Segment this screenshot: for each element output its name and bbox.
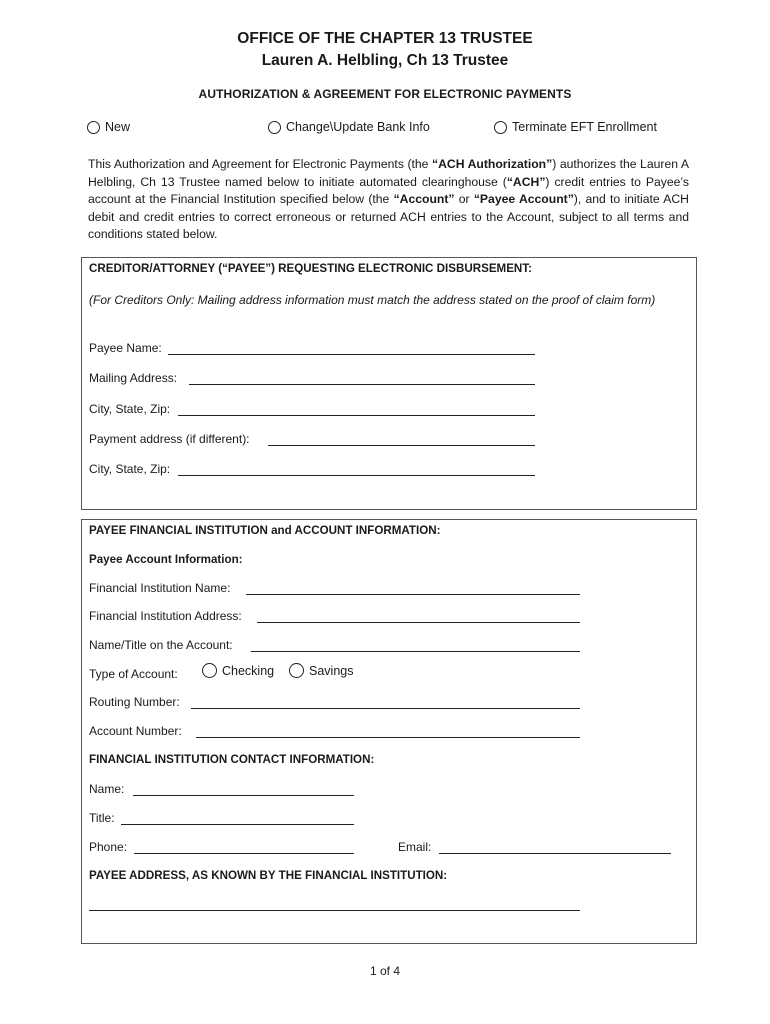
contact-phone-label: Phone: (89, 840, 128, 854)
checking-label: Checking (222, 663, 275, 678)
account-number-field[interactable] (196, 737, 580, 738)
city-state-zip-field[interactable] (178, 415, 535, 416)
option-change-label: Change\Update Bank Info (286, 120, 430, 134)
account-number-label: Account Number: (89, 724, 182, 738)
change-radio[interactable] (268, 121, 281, 134)
page-number: 1 of 4 (369, 964, 401, 978)
option-terminate-label: Terminate EFT Enrollment (512, 120, 657, 134)
payment-address-field[interactable] (268, 445, 535, 446)
intro-text-2: ) authorizes the Lauren A Helbling, Ch 13 Trustee named below to initiate automated clearinghouse ( (88, 157, 690, 189)
checking-option[interactable] (202, 663, 274, 678)
intro-paragraph (88, 156, 689, 244)
intro-bold-account: “Account” (393, 192, 455, 207)
savings-option[interactable] (289, 663, 353, 678)
name-title-field[interactable] (251, 651, 580, 652)
routing-label: Routing Number: (89, 695, 180, 709)
option-terminate[interactable] (494, 120, 657, 134)
creditor-heading: CREDITOR/ATTORNEY (“PAYEE”) REQUESTING ELECTRONIC DISBURSEMENT: (89, 262, 532, 275)
terminate-radio[interactable] (494, 121, 507, 134)
fi-name-field[interactable] (246, 594, 580, 595)
creditor-note: (For Creditors Only: Mailing address information must match the address stated on the proof of claim form) (89, 293, 656, 307)
contact-email-label: Email: (398, 840, 432, 854)
intro-text-5: ), and to initiate ACH debit and credit entries to correct erroneous or returned ACH entries to the Account, subject to all terms and conditions stated below. (88, 192, 689, 242)
mailing-address-label: Mailing Address: (89, 371, 178, 385)
payee-name-field[interactable] (168, 354, 535, 355)
option-new[interactable] (87, 120, 130, 134)
payee-name-label: Payee Name: (89, 341, 162, 355)
city-state-zip-2-label: City, State, Zip: (89, 462, 171, 476)
contact-email-field[interactable] (439, 853, 671, 854)
fi-name-label: Financial Institution Name: (89, 581, 231, 595)
name-title-label: Name/Title on the Account: (89, 638, 233, 652)
contact-title-field[interactable] (121, 824, 354, 825)
option-change[interactable] (268, 120, 430, 134)
contact-name-field[interactable] (133, 795, 354, 796)
intro-bold-ach: “ACH” (506, 174, 546, 189)
contact-heading: FINANCIAL INSTITUTION CONTACT INFORMATION: (89, 753, 375, 766)
payee-address-field[interactable] (89, 910, 580, 911)
payment-address-label: Payment address (if different): (89, 432, 250, 446)
fi-address-label: Financial Institution Address: (89, 609, 242, 623)
intro-bold-ach-authorization: “ACH Authorization” (432, 157, 553, 171)
intro-text-1: This Authorization and Agreement for Electronic Payments (the (88, 157, 432, 171)
option-new-label: New (105, 120, 131, 134)
financial-heading: PAYEE FINANCIAL INSTITUTION and ACCOUNT INFORMATION: (89, 524, 441, 537)
mailing-address-field[interactable] (189, 384, 535, 385)
intro-text-4: or (454, 192, 474, 207)
intro-bold-payee-account: “Payee Account” (473, 192, 574, 207)
payee-account-subheading: Payee Account Information: (89, 553, 243, 566)
contact-title-label: Title: (89, 811, 115, 825)
contact-phone-field[interactable] (134, 853, 354, 854)
city-state-zip-2-field[interactable] (178, 475, 535, 476)
savings-radio[interactable] (289, 663, 304, 678)
form-title: AUTHORIZATION & AGREEMENT FOR ELECTRONIC PAYMENTS (198, 87, 572, 101)
new-radio[interactable] (87, 121, 100, 134)
checking-radio[interactable] (202, 663, 217, 678)
intro-text-3: ) credit entries to Payee’s account at the Financial Institution specified below (the (88, 174, 689, 207)
fi-address-field[interactable] (257, 622, 580, 623)
account-type-label: Type of Account: (89, 667, 178, 681)
office-title: OFFICE OF THE CHAPTER 13 TRUSTEE (237, 30, 533, 47)
city-state-zip-label: City, State, Zip: (89, 402, 171, 416)
routing-field[interactable] (191, 708, 580, 709)
trustee-name: Lauren A. Helbling, Ch 13 Trustee (261, 52, 509, 69)
contact-name-label: Name: (89, 782, 125, 796)
savings-label: Savings (309, 663, 354, 678)
payee-address-heading: PAYEE ADDRESS, AS KNOWN BY THE FINANCIAL INSTITUTION: (89, 869, 448, 882)
